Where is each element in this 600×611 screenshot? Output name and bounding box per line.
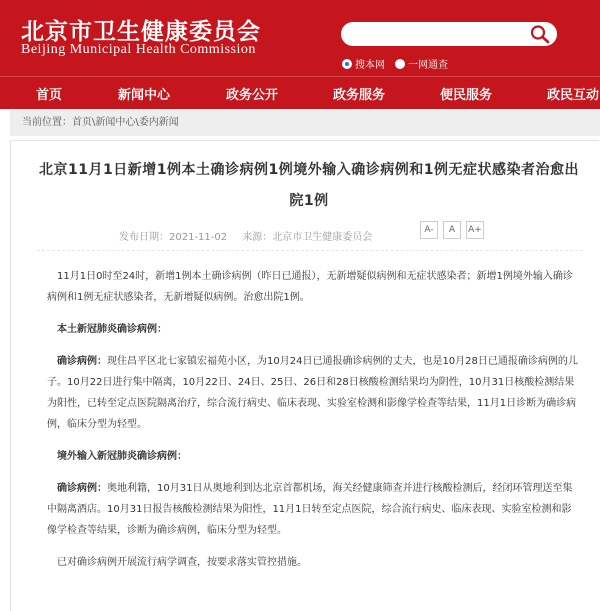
- nav-item-news[interactable]: 新闻中心: [118, 88, 171, 103]
- article-title: 北京11月1日新增1例本土确诊病例1例境外输入确诊病例和1例无症状感染者治愈出院1例: [39, 162, 579, 209]
- font-size-increase-button[interactable]: A+: [466, 221, 484, 239]
- paragraph-imported-case: [47, 478, 581, 541]
- search-scope-all-radio[interactable]: [395, 56, 448, 71]
- publish-date-label: 发布日期：: [119, 232, 169, 243]
- nav-item-interaction[interactable]: 政民互动: [547, 88, 600, 103]
- article-container: [10, 140, 599, 611]
- search-icon[interactable]: [529, 24, 551, 44]
- section-heading-imported: 境外输入新冠肺炎确诊病例：: [57, 451, 187, 462]
- font-size-reset-button[interactable]: A: [443, 221, 461, 239]
- nav-item-gov-services[interactable]: 政务服务: [333, 88, 386, 103]
- breadcrumb-prefix: 当前位置：: [22, 117, 72, 128]
- publish-date: [119, 232, 227, 243]
- article-source: [242, 232, 372, 243]
- paragraph-measures: 已对确诊病例开展流行病学调查，按要求落实管控措施。: [57, 557, 307, 568]
- nav-item-gov-affairs[interactable]: 政务公开: [226, 88, 279, 103]
- case-label: 确诊病例：: [57, 483, 107, 494]
- breadcrumb-separator: \: [135, 117, 139, 128]
- section-heading-local: 本土新冠肺炎确诊病例：: [57, 324, 167, 335]
- main-nav: [0, 76, 600, 109]
- search-scope-site-radio[interactable]: [342, 56, 385, 71]
- radio-checked-icon: [342, 59, 352, 69]
- breadcrumb-separator: \: [92, 117, 96, 128]
- search-scope-site-label: 搜本网: [355, 60, 385, 71]
- nav-item-home[interactable]: 首页: [36, 88, 63, 103]
- breadcrumb-home-link[interactable]: 首页: [72, 117, 92, 128]
- case-label: 确诊病例：: [57, 356, 107, 367]
- case-detail: 奥地利籍，10月31日从奥地利到达北京首都机场，海关经健康筛查并进行核酸检测后，经闭环管理送至集中隔离酒店。10月31日报告核酸检测结果为阳性，11月1日转至定点医院，综合流行病史、临床表现、实验室检测和影像学检查等结果，诊断为确诊病例，临床分型为轻型。: [47, 483, 573, 536]
- breadcrumb-internal-news-link[interactable]: 委内新闻: [138, 117, 179, 128]
- article-meta: [119, 228, 384, 243]
- radio-unchecked-icon: [395, 59, 405, 69]
- divider: [37, 250, 583, 251]
- font-size-decrease-button[interactable]: A-: [420, 221, 438, 239]
- site-logo-chinese[interactable]: 北京市卫生健康委员会: [21, 18, 261, 45]
- search-scope-all-label: 一网通查: [408, 60, 448, 71]
- source-value: 北京市卫生健康委员会: [272, 232, 373, 243]
- breadcrumb-news-link[interactable]: 新闻中心: [95, 117, 136, 128]
- nav-item-public-services[interactable]: 便民服务: [440, 88, 493, 103]
- search-scope-options: [342, 56, 458, 71]
- site-logo-english[interactable]: Beijing Municipal Health Commission: [21, 42, 256, 57]
- site-header: [0, 0, 600, 76]
- search-input[interactable]: [341, 22, 557, 46]
- paragraph-summary: 11月1日0时至24时，新增1例本土确诊病例（昨日已通报），无新增疑似病例和无症状感染者；新增1例境外输入确诊病例和1例无症状感染者，无新增疑似病例。治愈出院1例。: [47, 271, 573, 303]
- breadcrumb: [10, 110, 600, 136]
- paragraph-local-case: [47, 351, 581, 435]
- publish-date-value: 2021-11-02: [169, 232, 228, 243]
- source-label: 来源：: [242, 232, 273, 243]
- case-detail: 现住昌平区北七家镇宏福苑小区，为10月24日已通报确诊病例的丈夫，也是10月28日已通报确诊病例的儿子。10月22日进行集中隔离，10月22日、24日、25日、26日和28日核酸检测结果均为阴性，10月31日核酸检测结果为阳性，已转至定点医院隔离治疗，综合流行病史、临床表现、实验室检测和影像学检查等结果，11月1日诊断为确诊病例，临床分型为轻型。: [47, 356, 578, 430]
- article-body: [47, 266, 581, 573]
